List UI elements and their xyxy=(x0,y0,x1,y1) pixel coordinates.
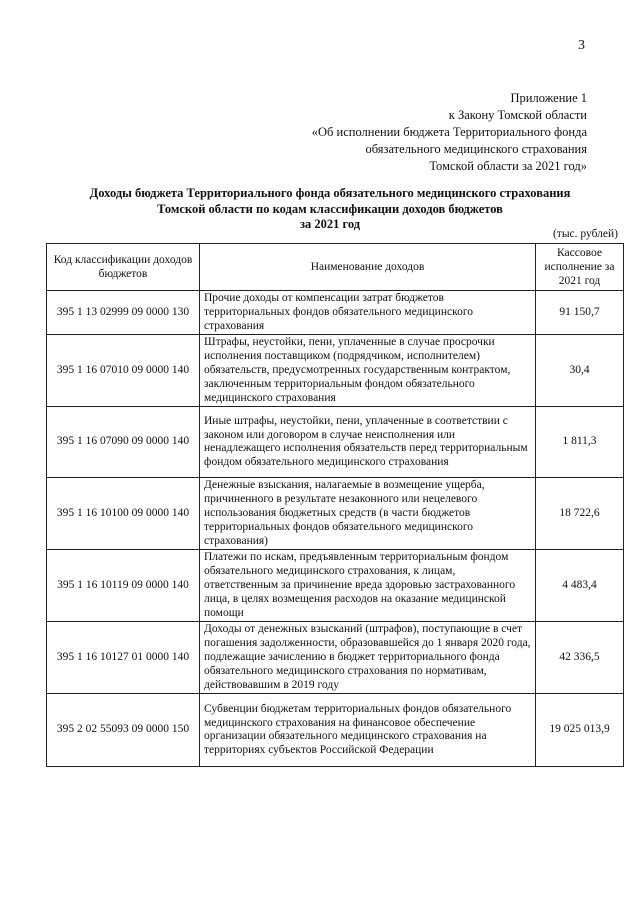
title-line: Томской области по кодам классификации доходов бюджетов xyxy=(157,201,503,216)
row-code: 395 1 16 07010 09 0000 140 xyxy=(47,335,200,407)
row-value: 30,4 xyxy=(536,335,624,407)
table-header-row xyxy=(47,244,624,291)
title-line: Доходы бюджета Территориального фонда обязательного медицинского страхования xyxy=(89,186,571,200)
row-code: 395 1 16 10100 09 0000 140 xyxy=(47,478,200,550)
row-name: Платежи по искам, предъявленным территориальным фондом обязательного медицинского страхования, к лицам, ответственным за причинение вреда здоровью застрахованного лица, в целях возмещения расходов на оказание медицинской помощи xyxy=(200,550,536,622)
table-row xyxy=(47,291,624,335)
row-code: 395 1 16 10127 01 0000 140 xyxy=(47,622,200,694)
appendix-block xyxy=(257,90,587,175)
header-code: Код классификации доходов бюджетов xyxy=(47,244,200,291)
row-value: 19 025 013,9 xyxy=(536,694,624,767)
row-name: Субвенции бюджетам территориальных фондов обязательного медицинского страхования на финансовое обеспечение организации обязательного медицинского страхования на территориях субъектов Российской Федерации xyxy=(200,694,536,767)
row-value: 4 483,4 xyxy=(536,550,624,622)
row-name: Штрафы, неустойки, пени, уплаченные в случае просрочки исполнения поставщиком (подрядчиком, исполнителем) обязательств, предусмотренных государственным контрактом, заключенным территориальным фондом обязательного медицинского страхования xyxy=(200,335,536,407)
table-row xyxy=(47,407,624,478)
row-code: 395 1 13 02999 09 0000 130 xyxy=(47,291,200,335)
appendix-line: Томской области за 2021 год» xyxy=(429,159,587,173)
document-title xyxy=(60,186,600,233)
page-number: 3 xyxy=(578,38,585,53)
row-name: Денежные взыскания, налагаемые в возмещение ущерба, причиненного в результате незаконного или нецелевого использования бюджетных средств (в части бюджетов территориальных фондов обязательного медицинского страхования) xyxy=(200,478,536,550)
appendix-line: обязательного медицинского страхования xyxy=(365,142,587,156)
row-value: 42 336,5 xyxy=(536,622,624,694)
row-name: Прочие доходы от компенсации затрат бюджетов территориальных фондов обязательного медицинского страхования xyxy=(200,291,536,335)
table-row xyxy=(47,335,624,407)
income-table xyxy=(46,243,624,767)
row-name: Иные штрафы, неустойки, пени, уплаченные в соответствии с законом или договором в случае неисполнения или ненадлежащего исполнения обязательств перед территориальным фондом обязательного медицинского страхования xyxy=(200,407,536,478)
row-value: 1 811,3 xyxy=(536,407,624,478)
table-row xyxy=(47,550,624,622)
row-code: 395 2 02 55093 09 0000 150 xyxy=(47,694,200,767)
table-row xyxy=(47,622,624,694)
table-row xyxy=(47,478,624,550)
row-value: 18 722,6 xyxy=(536,478,624,550)
table-row xyxy=(47,694,624,767)
unit-label: (тыс. рублей) xyxy=(552,228,618,240)
header-value: Кассовое исполнение за 2021 год xyxy=(536,244,624,291)
row-code: 395 1 16 10119 09 0000 140 xyxy=(47,550,200,622)
appendix-line: Приложение 1 xyxy=(510,91,587,105)
title-line: за 2021 год xyxy=(299,217,361,231)
row-name: Доходы от денежных взысканий (штрафов), поступающие в счет погашения задолженности, образовавшейся до 1 января 2020 года, подлежащие зачислению в бюджет территориального фонда обязательного медицинского страхования по нормативам, действовавшим в 2019 году xyxy=(200,622,536,694)
header-name: Наименование доходов xyxy=(200,244,536,291)
appendix-line: «Об исполнении бюджета Территориального фонда xyxy=(311,125,587,139)
appendix-line: к Закону Томской области xyxy=(448,108,587,122)
row-value: 91 150,7 xyxy=(536,291,624,335)
row-code: 395 1 16 07090 09 0000 140 xyxy=(47,407,200,478)
